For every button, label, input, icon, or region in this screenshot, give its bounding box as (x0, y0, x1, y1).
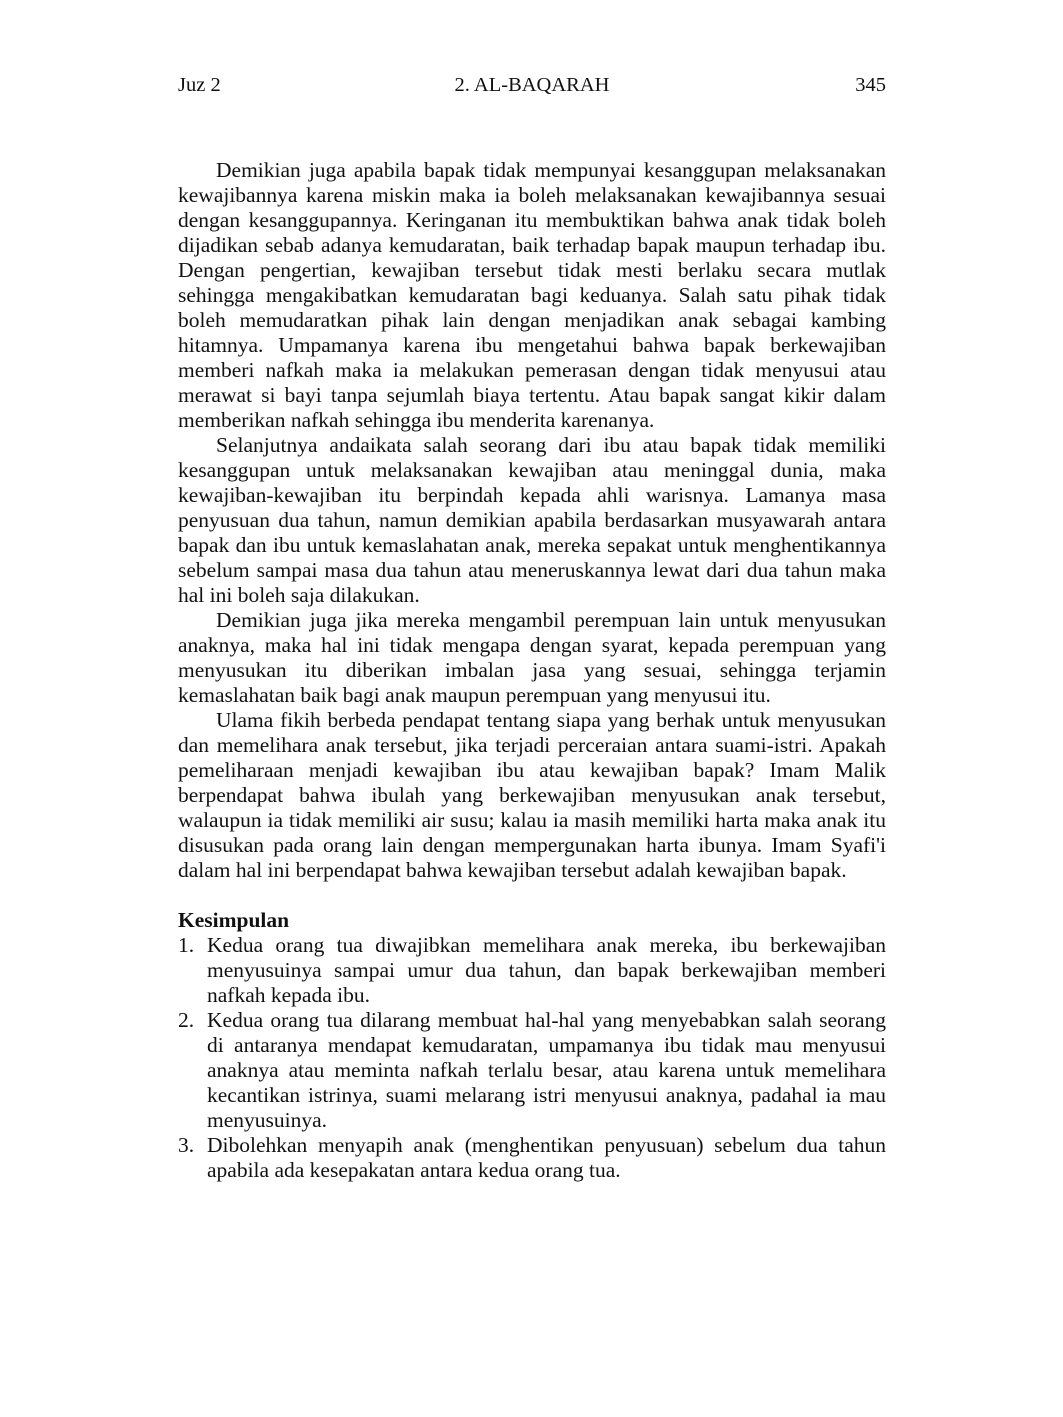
paragraph: Demikian juga apabila bapak tidak mempunyai kesanggupan melaksanakan kewajibannya karena miskin maka ia boleh melaksanakan kewajibannya sesuai dengan kesanggupannya. Keringanan itu membuktikan bahwa anak tidak boleh dijadikan sebab adanya kemudaratan, baik terhadap bapak maupun terhadap ibu. Dengan pengertian, kewajiban tersebut tidak mesti berlaku secara mutlak sehingga mengakibatkan kemudaratan bagi keduanya. Salah satu pihak tidak boleh memudaratkan pihak lain dengan menjadikan anak sebagai kambing hitamnya. Umpamanya karena ibu mengetahui bahwa bapak berkewajiban memberi nafkah maka ia melakukan pemerasan dengan tidak menyusui atau merawat si bayi tanpa sejumlah biaya tertentu. Atau bapak sangat kikir dalam memberikan nafkah sehingga ibu menderita karenanya. (178, 158, 886, 432)
conclusion-list (178, 933, 886, 1183)
section-heading-kesimpulan: Kesimpulan (178, 908, 290, 932)
header-surah-title: 2. AL-BAQARAH (454, 74, 610, 96)
list-item-text: Kedua orang tua dilarang membuat hal-hal yang menyebabkan salah seorang di antaranya mendapat kemudaratan, umpamanya ibu tidak mau menyusui anaknya atau meminta nafkah terlalu besar, atau karena untuk memelihara kecantikan istrinya, suami melarang istri menyusui anaknya, padahal ia mau menyusuinya. (207, 1008, 886, 1132)
conclusion-item (178, 1008, 886, 1133)
conclusion-item (178, 933, 886, 1008)
conclusion-item (178, 1133, 886, 1183)
paragraph: Selanjutnya andaikata salah seorang dari ibu atau bapak tidak memiliki kesanggupan untuk melaksanakan kewajiban atau meninggal dunia, maka kewajiban-kewajiban itu berpindah kepada ahli warisnya. Lamanya masa penyusuan dua tahun, namun demikian apabila berdasarkan musyawarah antara bapak dan ibu untuk kemaslahatan anak, mereka sepakat untuk menghentikannya sebelum sampai masa dua tahun atau meneruskannya lewat dari dua tahun maka hal ini boleh saja dilakukan. (178, 433, 886, 607)
paragraph: Ulama fikih berbeda pendapat tentang siapa yang berhak untuk menyusukan dan memelihara anak tersebut, jika terjadi perceraian antara suami-istri. Apakah pemeliharaan menjadi kewajiban ibu atau kewajiban bapak? Imam Malik berpendapat bahwa ibulah yang berkewajiban menyusukan anak tersebut, walaupun ia tidak memiliki air susu; kalau ia masih memiliki harta maka anak itu disusukan pada orang lain dengan mempergunakan harta ibunya. Imam Syafi'i dalam hal ini berpendapat bahwa kewajiban tersebut adalah kewajiban bapak. (178, 708, 886, 882)
list-item-text: Kedua orang tua diwajibkan memelihara anak mereka, ibu berkewajiban menyusuinya sampai umur dua tahun, dan bapak berkewajiban memberi nafkah kepada ibu. (207, 933, 886, 1007)
running-header (178, 72, 886, 98)
header-juz: Juz 2 (178, 74, 221, 96)
list-item-text: Dibolehkan menyapih anak (menghentikan penyusuan) sebelum dua tahun apabila ada kesepakatan antara kedua orang tua. (207, 1133, 886, 1182)
page-number: 345 (855, 74, 886, 96)
paragraph: Demikian juga jika mereka mengambil perempuan lain untuk menyusukan anaknya, maka hal ini tidak mengapa dengan syarat, kepada perempuan yang menyusukan itu diberikan imbalan jasa yang sesuai, sehingga terjamin kemaslahatan baik bagi anak maupun perempuan yang menyusui itu. (178, 608, 886, 707)
list-number: 3. (178, 1133, 195, 1157)
body-text (178, 158, 886, 1183)
list-number: 1. (178, 933, 195, 957)
list-number: 2. (178, 1008, 195, 1032)
